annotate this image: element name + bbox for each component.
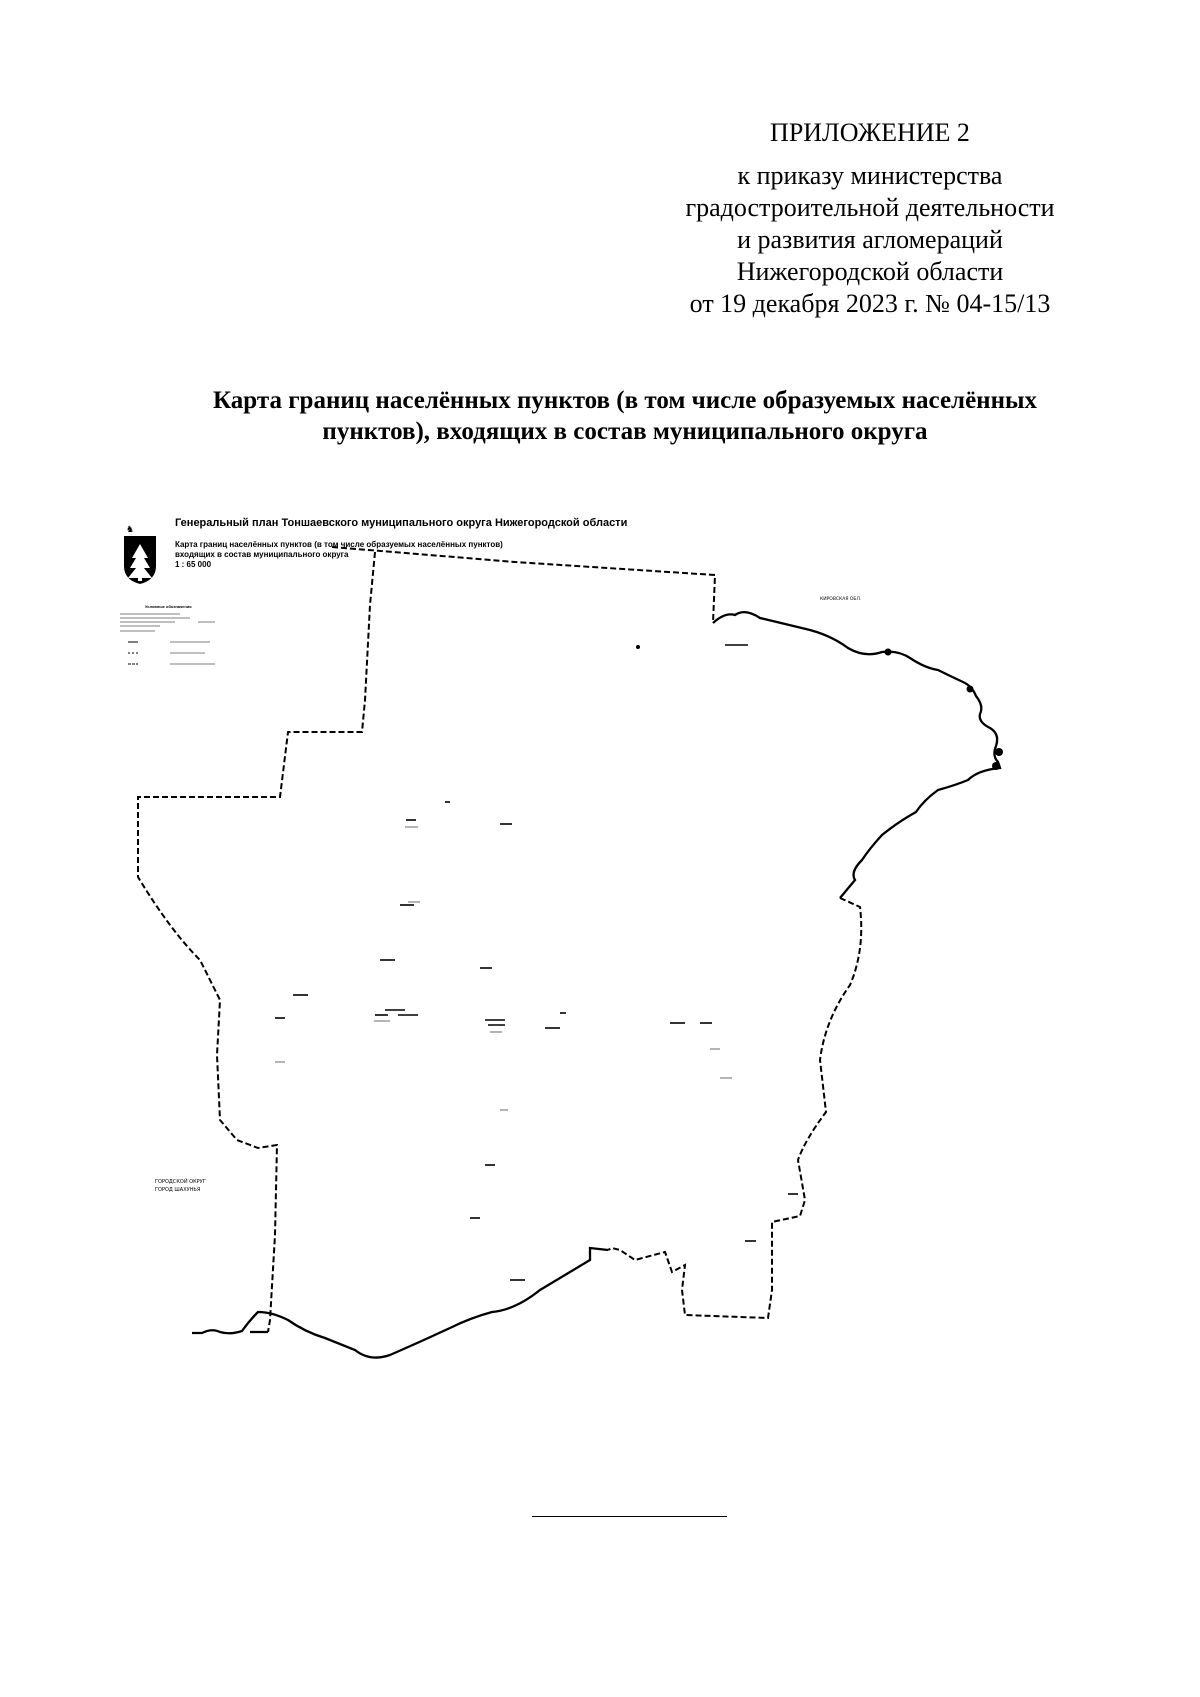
document-title-line: Карта границ населённых пунктов (в том числе образуемых населённых [212,387,1038,414]
document-title-line: пунктов), входящих в состав муниципального округа [322,418,928,445]
svg-text:♞: ♞ [126,525,135,535]
map-legend [120,604,215,664]
district-boundary-river [192,612,1000,1357]
map-subtitle: Карта границ населённых пунктов (в том числе образуемых населённых пунктов) [175,540,503,549]
appendix-line: и развития агломераций [737,225,1003,254]
settlement-labels [275,827,732,1110]
map-subtitle: входящих в состав муниципального округа [175,550,349,559]
map-canvas [120,500,1110,1480]
map-scale: 1 : 65 000 [175,560,212,569]
legend-title: Условные обозначения [145,604,192,609]
closing-separator [532,1516,727,1517]
appendix-line: Нижегородской области [736,257,1004,286]
label-shakhunya-district: ГОРОД ШАХУНЬЯ [155,1187,201,1193]
label-shakhunya-district: ГОРОДСКОЙ ОКРУГ [155,1179,206,1185]
appendix-line: градостроительной деятельности [685,193,1055,222]
label-kirov-region: КИРОВСКАЯ ОБЛ. [820,597,862,602]
coat-of-arms-emblem [124,525,156,584]
document-title [150,385,1100,447]
appendix-heading: ПРИЛОЖЕНИЕ 2 [770,118,970,147]
boundary-map [120,500,1110,1480]
appendix-line: к приказу министерства [737,161,1003,190]
appendix-reference [640,160,1100,320]
appendix-line: от 19 декабря 2023 г. № 04-15/13 [689,289,1051,318]
district-boundary-dashed [138,547,861,1332]
settlement-boundaries [275,645,798,1280]
boundary-markers [636,645,1003,770]
map-header-title: Генеральный план Тоншаевского муниципального округа Нижегородской области [175,517,628,529]
